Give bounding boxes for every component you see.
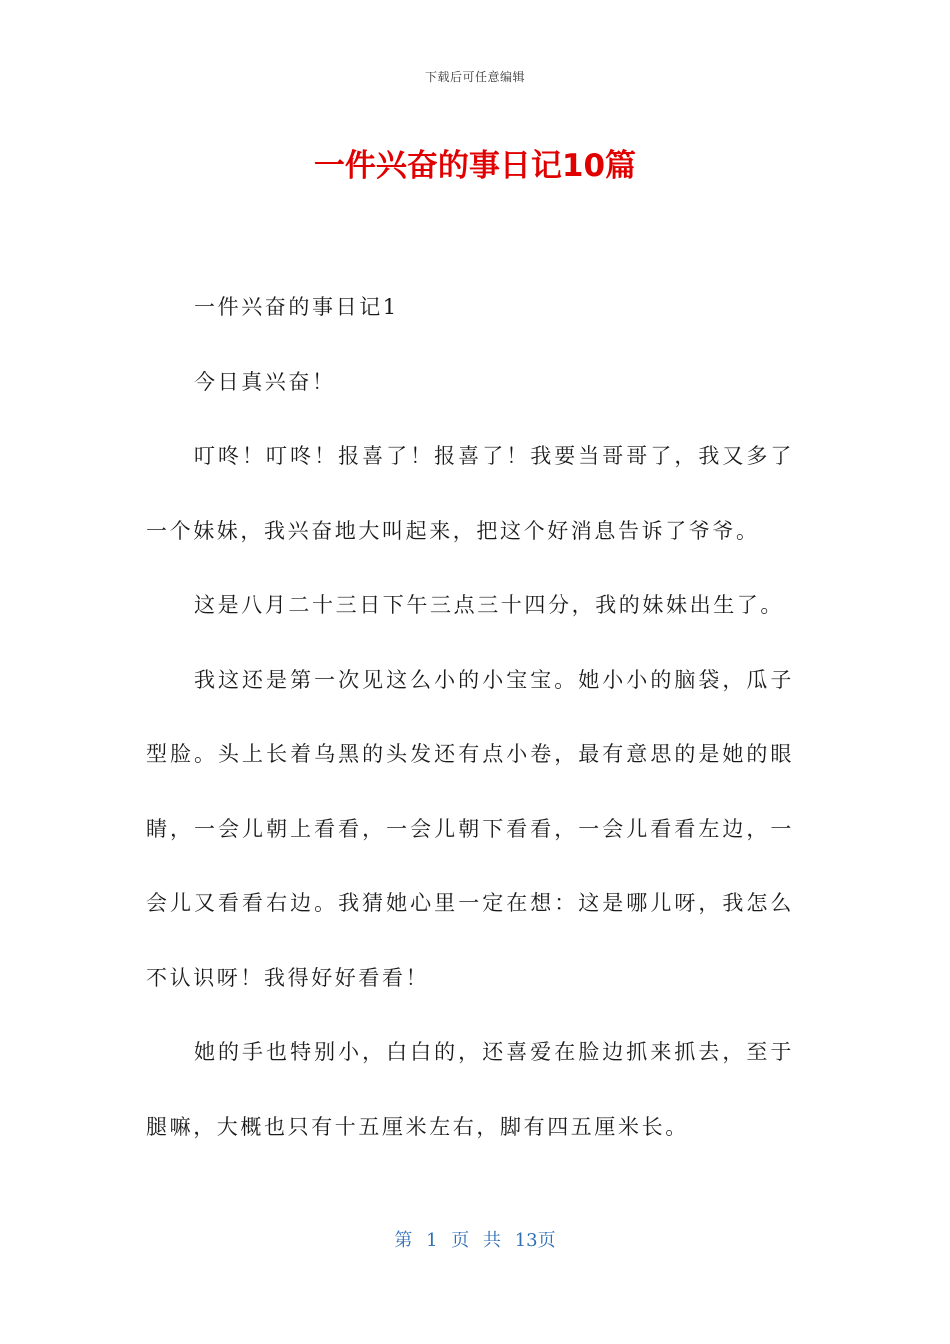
header-note: 下载后可任意编辑 (424, 70, 525, 84)
paragraph-subtitle: 一件兴奋的事日记1 (194, 295, 399, 319)
paragraph: 我这还是第一次见这么小的小宝宝。她小小的脑袋，瓜子型脸。头上长着乌黑的头发还有点小卷，最有意思的是她的眼睛，一会儿朝上看看，一会儿朝下看看，一会儿看看左边，一会儿又看看右边。我猜她心里一定在想：这是哪儿呀，我怎么不认识呀！我得好好看看！ (146, 667, 794, 990)
paragraph: 今日真兴奋！ (194, 369, 336, 394)
paragraph: 她的手也特别小，白白的，还喜爱在脸边抓来抓去，至于腿嘛，大概也只有十五厘米左右，脚有四五厘米长。 (146, 1040, 794, 1139)
paragraph: 叮咚！叮咚！报喜了！报喜了！我要当哥哥了，我又多了一个妹妹，我兴奋地大叫起来，把这个好消息告诉了爷爷。 (146, 444, 794, 543)
paragraph: 这是八月二十三日下午三点三十四分，我的妹妹出生了。 (194, 593, 784, 617)
document-body (146, 270, 794, 1164)
document-title: 一件兴奋的事日记10篇 (313, 148, 637, 184)
page-number-footer: 第 1 页 共 13页 (394, 1230, 556, 1251)
